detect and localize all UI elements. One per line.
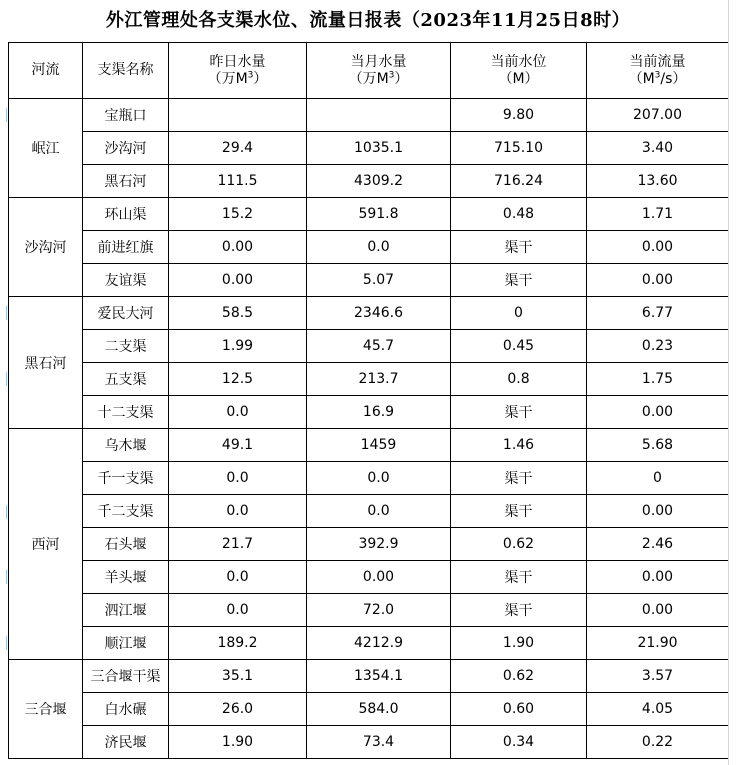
table-row [9,198,729,231]
current-level-cell[interactable]: 渠干 [451,396,587,429]
branch-name-cell[interactable]: 五支渠 [83,363,169,396]
current-level-cell[interactable]: 0.48 [451,198,587,231]
current-level-cell[interactable]: 渠干 [451,594,587,627]
current-level-cell[interactable]: 渠干 [451,561,587,594]
header-yesterday-unit-pre: （万M [207,70,248,87]
table-row [9,165,729,198]
branch-name-cell[interactable]: 济民堰 [83,726,169,759]
month-volume-cell[interactable]: 16.9 [307,396,451,429]
current-level-cell[interactable]: 0.60 [451,693,587,726]
header-month-unit-post: ） [394,70,409,87]
current-level-cell[interactable]: 0.62 [451,660,587,693]
gutter-mark [0,306,7,320]
current-flow-cell[interactable]: 3.57 [587,660,729,693]
header-month-label: 当月水量 [350,53,407,70]
table-row [9,396,729,429]
sheet-right-margin [728,0,736,765]
header-level-label: 当前水位 [490,53,547,70]
month-volume-cell[interactable]: 72.0 [307,594,451,627]
current-level-cell[interactable]: 0.8 [451,363,587,396]
yesterday-volume-cell[interactable]: 35.1 [169,660,307,693]
current-flow-cell[interactable]: 5.68 [587,429,729,462]
month-volume-cell[interactable]: 591.8 [307,198,451,231]
month-volume-cell[interactable] [307,99,451,132]
table-row [9,363,729,396]
river-cell[interactable]: 沙沟河 [9,198,83,297]
current-level-cell[interactable]: 0 [451,297,587,330]
branch-name-cell[interactable]: 宝瓶口 [83,99,169,132]
gutter-mark [0,505,7,519]
branch-name-cell[interactable]: 乌木堰 [83,429,169,462]
header-month-volume[interactable] [307,43,451,99]
header-month-unit-pre: （万M [348,70,389,87]
gutter-mark [0,570,7,584]
current-flow-cell[interactable]: 0.00 [587,495,729,528]
table-row [9,99,729,132]
river-cell[interactable]: 岷江 [9,99,83,198]
table-row [9,726,729,759]
branch-name-cell[interactable]: 黑石河 [83,165,169,198]
month-volume-cell[interactable]: 0.00 [307,561,451,594]
header-flow-label: 当前流量 [629,53,686,70]
current-level-cell[interactable]: 渠干 [451,231,587,264]
yesterday-volume-cell[interactable]: 58.5 [169,297,307,330]
month-volume-cell[interactable]: 213.7 [307,363,451,396]
table-body [9,99,729,759]
branch-name-cell[interactable]: 十二支渠 [83,396,169,429]
month-volume-cell[interactable]: 0.0 [307,462,451,495]
yesterday-volume-cell[interactable]: 0.00 [169,231,307,264]
branch-name-cell[interactable]: 前进红旗 [83,231,169,264]
month-volume-cell[interactable]: 1459 [307,429,451,462]
report-title: 外江管理处各支渠水位、流量日报表（2023年11月25日8时） [105,10,631,31]
current-level-cell[interactable]: 渠干 [451,462,587,495]
yesterday-volume-cell[interactable]: 49.1 [169,429,307,462]
table-row [9,594,729,627]
branch-name-cell[interactable]: 顺江堰 [83,627,169,660]
current-level-cell[interactable]: 1.90 [451,627,587,660]
yesterday-volume-cell[interactable]: 15.2 [169,198,307,231]
month-volume-cell[interactable]: 0.0 [307,231,451,264]
current-flow-cell[interactable]: 2.46 [587,528,729,561]
branch-name-cell[interactable]: 羊头堰 [83,561,169,594]
yesterday-volume-cell[interactable]: 1.90 [169,726,307,759]
table-row [9,627,729,660]
yesterday-volume-cell[interactable]: 0.0 [169,495,307,528]
table-row [9,429,729,462]
current-flow-cell[interactable]: 0 [587,462,729,495]
current-flow-cell[interactable]: 4.05 [587,693,729,726]
current-flow-cell[interactable]: 0.00 [587,264,729,297]
month-volume-cell[interactable]: 4212.9 [307,627,451,660]
current-flow-cell[interactable]: 0.00 [587,561,729,594]
current-flow-cell[interactable]: 0.23 [587,330,729,363]
month-volume-cell[interactable]: 0.0 [307,495,451,528]
month-volume-cell[interactable]: 584.0 [307,693,451,726]
current-flow-cell[interactable]: 21.90 [587,627,729,660]
header-yesterday-unit-post: ） [253,70,268,87]
river-cell[interactable]: 黑石河 [9,297,83,429]
river-cell[interactable]: 三合堰 [9,660,83,759]
header-flow-unit-post: /s） [660,70,687,87]
table-row [9,693,729,726]
gutter-mark [0,108,7,122]
header-level-unit: （M） [498,70,539,87]
table-row [9,231,729,264]
report-table [8,42,729,759]
yesterday-volume-cell[interactable]: 0.0 [169,594,307,627]
yesterday-volume-cell[interactable]: 0.0 [169,396,307,429]
current-flow-cell[interactable]: 0.00 [587,231,729,264]
month-volume-cell[interactable]: 1035.1 [307,132,451,165]
current-flow-cell[interactable]: 1.71 [587,198,729,231]
current-level-cell[interactable]: 0.62 [451,528,587,561]
branch-name-cell[interactable]: 爱民大河 [83,297,169,330]
header-row [9,43,729,99]
header-month-unit-sup: 3 [388,69,395,80]
branch-name-cell[interactable]: 千一支渠 [83,462,169,495]
month-volume-cell[interactable]: 73.4 [307,726,451,759]
table-row [9,495,729,528]
current-level-cell[interactable]: 1.46 [451,429,587,462]
header-flow-unit-sup: 3 [654,69,661,80]
table-row [9,297,729,330]
current-level-cell[interactable]: 渠干 [451,495,587,528]
header-yesterday-label: 昨日水量 [209,53,266,70]
current-level-cell[interactable]: 0.34 [451,726,587,759]
branch-name-cell[interactable]: 沙沟河 [83,132,169,165]
yesterday-volume-cell[interactable] [169,99,307,132]
month-volume-cell[interactable]: 45.7 [307,330,451,363]
branch-name-cell[interactable]: 白水碾 [83,693,169,726]
header-flow-unit-pre: （M [628,70,655,87]
current-flow-cell[interactable]: 207.00 [587,99,729,132]
branch-name-cell[interactable]: 环山渠 [83,198,169,231]
table-row [9,264,729,297]
table-row [9,528,729,561]
table-row [9,660,729,693]
current-flow-cell[interactable]: 13.60 [587,165,729,198]
header-current-flow[interactable] [587,43,729,99]
current-flow-cell[interactable]: 0.00 [587,594,729,627]
left-gutter [0,0,8,765]
gutter-mark [0,636,7,650]
branch-name-cell[interactable]: 友谊渠 [83,264,169,297]
river-cell[interactable]: 西河 [9,429,83,660]
table-row [9,330,729,363]
yesterday-volume-cell[interactable]: 1.99 [169,330,307,363]
month-volume-cell[interactable]: 2346.6 [307,297,451,330]
header-current-level[interactable] [451,43,587,99]
branch-name-cell[interactable]: 石头堰 [83,528,169,561]
yesterday-volume-cell[interactable]: 21.7 [169,528,307,561]
yesterday-volume-cell[interactable]: 12.5 [169,363,307,396]
header-branch-name[interactable]: 支渠名称 [83,43,169,99]
current-level-cell[interactable]: 9.80 [451,99,587,132]
yesterday-volume-cell[interactable]: 111.5 [169,165,307,198]
header-river[interactable]: 河流 [9,43,83,99]
yesterday-volume-cell[interactable]: 0.00 [169,264,307,297]
current-level-cell[interactable]: 716.24 [451,165,587,198]
current-level-cell[interactable]: 715.10 [451,132,587,165]
month-volume-cell[interactable]: 392.9 [307,528,451,561]
current-flow-cell[interactable]: 3.40 [587,132,729,165]
current-flow-cell[interactable]: 6.77 [587,297,729,330]
gutter-mark [0,372,7,386]
month-volume-cell[interactable]: 4309.2 [307,165,451,198]
branch-name-cell[interactable]: 三合堰干渠 [83,660,169,693]
branch-name-cell[interactable]: 泗江堰 [83,594,169,627]
yesterday-volume-cell[interactable]: 0.0 [169,561,307,594]
yesterday-volume-cell[interactable]: 29.4 [169,132,307,165]
current-level-cell[interactable]: 0.45 [451,330,587,363]
current-level-cell[interactable]: 渠干 [451,264,587,297]
branch-name-cell[interactable]: 二支渠 [83,330,169,363]
table-row [9,561,729,594]
yesterday-volume-cell[interactable]: 0.0 [169,462,307,495]
branch-name-cell[interactable]: 千二支渠 [83,495,169,528]
current-flow-cell[interactable]: 0.00 [587,396,729,429]
current-flow-cell[interactable]: 0.22 [587,726,729,759]
yesterday-volume-cell[interactable]: 189.2 [169,627,307,660]
header-yesterday-unit-sup: 3 [247,69,254,80]
month-volume-cell[interactable]: 1354.1 [307,660,451,693]
header-yesterday-volume[interactable] [169,43,307,99]
yesterday-volume-cell[interactable]: 26.0 [169,693,307,726]
table-row [9,132,729,165]
current-flow-cell[interactable]: 1.75 [587,363,729,396]
table-row [9,462,729,495]
month-volume-cell[interactable]: 5.07 [307,264,451,297]
